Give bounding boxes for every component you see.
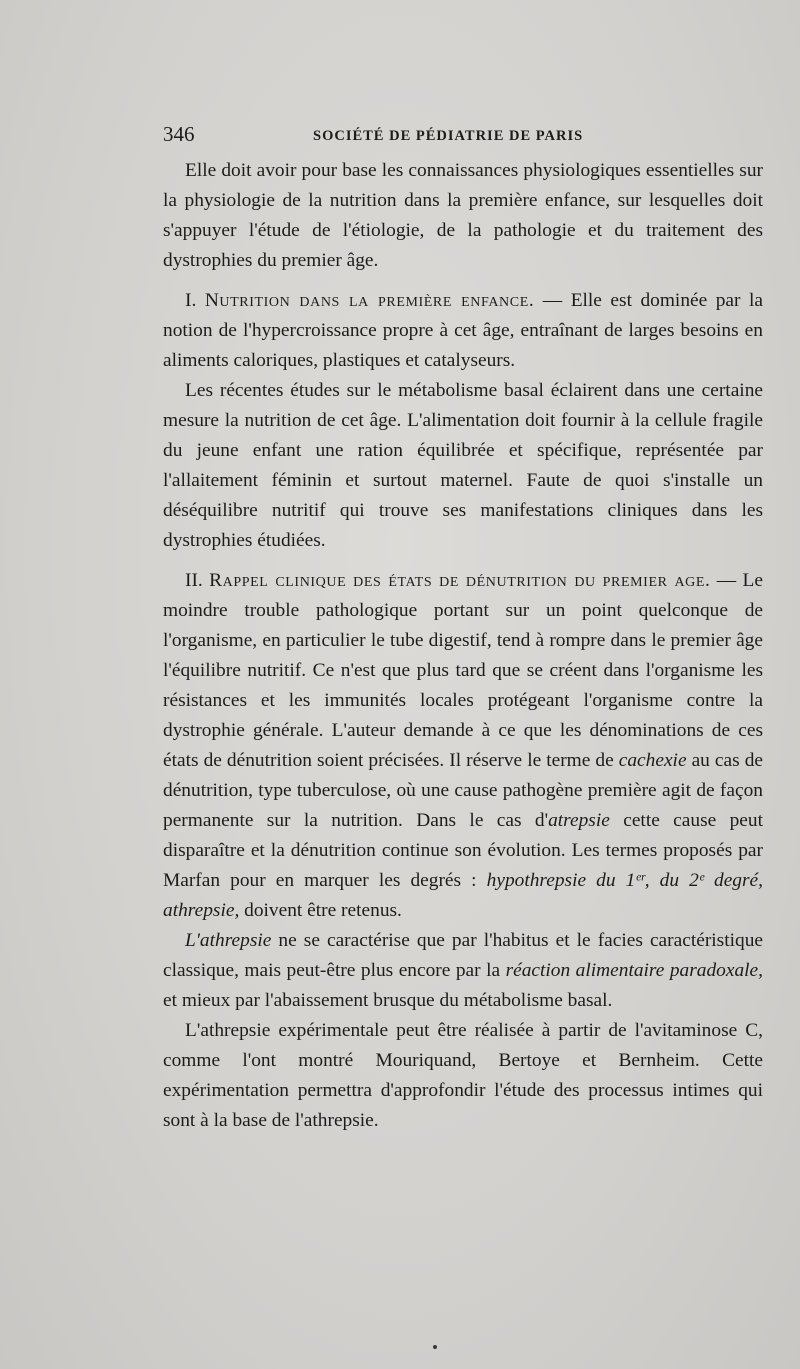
term-athrepsie: L'athrepsie [185,930,272,951]
paragraph-section-1 [163,286,763,376]
section-text: doivent être retenus. [239,900,402,921]
section-text: cette cause peut disparaître et la dénutrition continue son évolution. Les termes proposés par Marfan pour en marquer les degrés : [163,810,763,891]
section-number: II. [185,570,210,591]
section-number: I. [185,290,205,311]
section-heading: Nutrition dans la première enfance. [204,290,535,311]
running-head: SOCIÉTÉ DE PÉDIATRIE DE PARIS [313,128,584,144]
term-degrees: hypothrepsie du 1ᵉʳ, du 2ᵉ degré, athrepsie, [163,870,763,921]
paragraph-text: et mieux par l'abaissement brusque du métabolisme basal. [163,990,613,1011]
paragraph-metabolism: Les récentes études sur le métabolisme basal éclairent dans une certaine mesure la nutrition de cet âge. L'alimentation doit fournir à la cellule fragile du jeune enfant une ration équilibrée et spécifique, représentée par l'allaitement féminin et surtout maternel. Faute de quoi s'installe un déséquilibre nutritif qui trouve ses manifestations cliniques dans les dystrophies étudiées. [163,380,763,551]
section-text: — Le moindre trouble pathologique portant sur un point quelconque de l'organisme, en particulier le tube digestif, tend à rompre dans le premier âge l'équilibre nutritif. Ce n'est que plus tard que se créent dans l'organisme les résistances et les immunités locales protégeant l'organisme contre la dystrophie générale. L'auteur demande à ce que les dénominations de ces états de dénutrition soient précisées. Il réserve le terme de [163,570,763,771]
section-text: au cas de dénutrition, type tuberculose, où une cause pathogène première agit de façon permanente sur la nutrition. Dans le cas d' [163,750,764,831]
paragraph-experimental: L'athrepsie expérimentale peut être réalisée à partir de l'avitaminose C, comme l'ont montré Mouriquand, Bertoye et Bernheim. Cette expérimentation permettra d'approfondir l'étude des processus intimes qui sont à la base de l'athrepsie. [163,1020,763,1131]
term-atrepsie: atrepsie [548,810,610,831]
page-header [163,122,793,154]
page-mark [433,1345,437,1349]
section-heading: Rappel clinique des états de dénutrition du premier age. [209,570,711,591]
section-text: — Elle est dominée par la notion de l'hypercroissance propre à cet âge, entraînant de larges besoins en aliments caloriques, plastiques et catalyseurs. [163,290,763,371]
paragraph-intro: Elle doit avoir pour base les connaissances physiologiques essentielles sur la physiologie de la nutrition dans la première enfance, sur lesquelles doit s'appuyer l'étude de l'étiologie, de la pathologie et du traitement des dystrophies du premier âge. [163,160,763,271]
paragraph-athrepsie [163,926,763,1016]
page-number: 346 [163,122,195,146]
paragraph-section-2 [163,566,763,926]
paragraph-text: ne se caractérise que par l'habitus et le facies caractéristique classique, mais peut-être plus encore par la [163,930,763,981]
term-cachexie: cachexie [618,750,687,771]
body-text [163,156,763,1136]
term-reaction: réaction alimentaire paradoxale, [505,960,763,981]
